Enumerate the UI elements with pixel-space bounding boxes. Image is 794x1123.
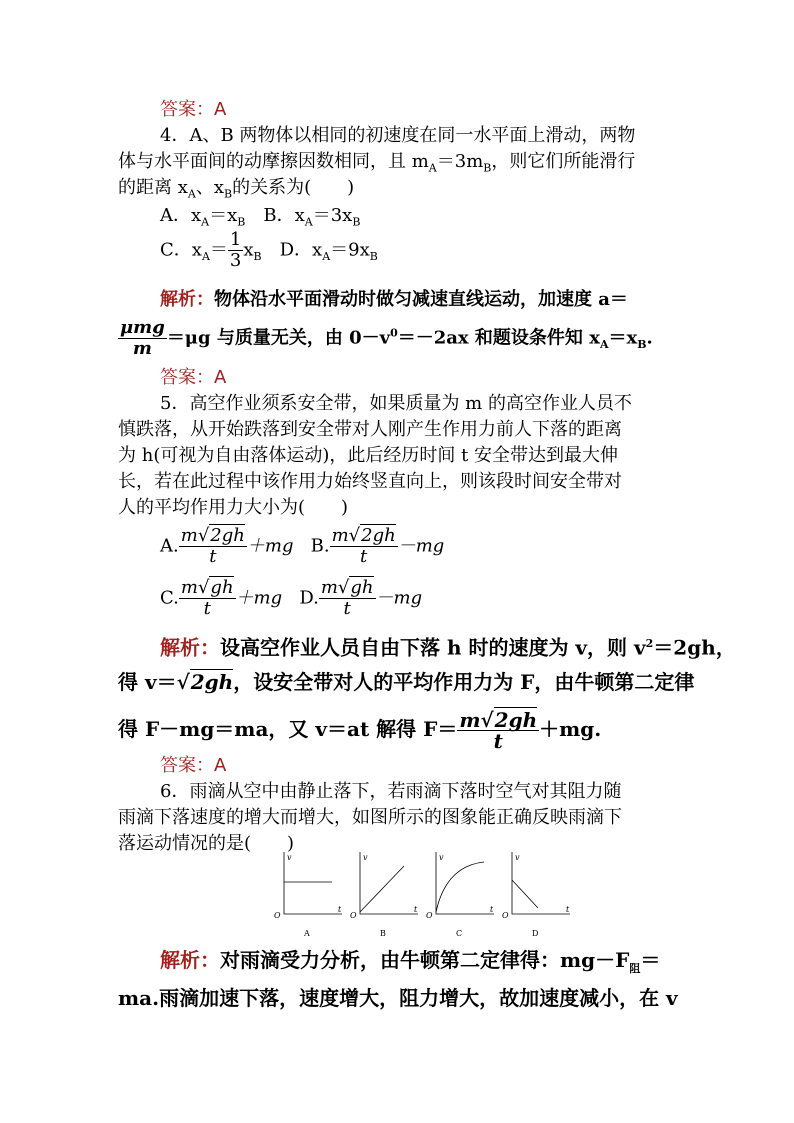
graph-axes (284, 852, 342, 914)
solution6-line-1: 解析：对雨滴受力分析，由牛顿第二定律得：$mg-F_阻=$ (160, 948, 661, 975)
graph-caption: D (532, 929, 539, 938)
axis-label-v: v (439, 853, 444, 862)
origin-label: O (426, 911, 433, 920)
axis-label-t: t (490, 905, 494, 914)
answer-label: 答案：A (160, 99, 227, 120)
solution5-line-2: 得 v＝√2gh，设安全带对人的平均作用力为 F，由牛顿第二定律 (118, 670, 695, 694)
origin-label: O (350, 911, 357, 920)
vt-graph-A (274, 852, 342, 938)
graph-axes (360, 852, 418, 914)
fraction: $\frac{1}{3}$ (229, 229, 242, 271)
q4-line-1: 4．A、B 两物体以相同的初速度在同一水平面上滑动，两物 (160, 125, 636, 146)
q4-line-2: 体与水平面间的动摩擦因数相同，且 $m_A=3m_B$，则它们所能滑行 (118, 151, 636, 175)
origin-label: O (274, 911, 281, 920)
fraction: $\frac{m√2gh}{t}$ (459, 708, 538, 753)
graph-curve (436, 862, 484, 912)
axis-label-v: v (363, 853, 368, 862)
solution4-line-1: 解析：物体沿水平面滑动时做匀减速直线运动，加速度 a＝ (160, 289, 628, 310)
q5-options-ab: A. $\frac{m√2gh}{t}$ ＋mg B. $\frac{m√2gh}{t}$ －mg (160, 525, 445, 567)
q6-line-2: 雨滴下落速度的增大而增大，如图所示的图象能正确反映雨滴下 (118, 807, 622, 828)
graph-caption: C (456, 929, 463, 938)
graph-axes (512, 852, 570, 914)
axis-label-t: t (414, 905, 418, 914)
answer-label: 答案：A (160, 367, 227, 388)
axis-label-t: t (338, 905, 342, 914)
vt-graph-C (426, 852, 494, 938)
q4-options-ab: A．$x_A=x_B$ B．$x_A=3x_B$ (160, 205, 361, 229)
vt-graph-D (502, 852, 570, 938)
axis-label-v: v (515, 853, 520, 862)
graph-axes (436, 852, 494, 914)
fraction: $\frac{m√gh}{t}$ (180, 577, 234, 619)
axis-label-t: t (566, 905, 570, 914)
solution5-line-3: 得 F－mg＝ma，又 v＝at 解得 F＝ $\frac{m√2gh}{t}$ ＋mg. (118, 708, 602, 753)
graph-curve (512, 880, 538, 908)
graph-curve (360, 866, 404, 912)
fraction: $\frac{\text{μmg}}{m}$ (120, 317, 165, 359)
vt-graph-B (350, 852, 418, 938)
graph-caption: A (304, 929, 310, 938)
answer-label: 答案：A (160, 755, 227, 776)
axis-label-v: v (287, 853, 292, 862)
solution5-line-1: 解析：设高空作业人员自由下落 h 时的速度为 v，则 $v^2=2gh$， (160, 635, 736, 660)
graph-caption: B (380, 929, 386, 938)
q5-line-1: 5．高空作业须系安全带，如果质量为 m 的高空作业人员不 (160, 393, 632, 414)
origin-label: O (502, 911, 509, 920)
fraction: $\frac{m√2gh}{t}$ (331, 525, 396, 567)
q5-options-cd: C. $\frac{m√gh}{t}$ ＋mg D. $\frac{m√gh}{t}$ －mg (160, 577, 423, 619)
q6-line-1: 6．雨滴从空中由静止落下，若雨滴下落时空气对其阻力随 (160, 781, 622, 802)
vt-graphs-figure (268, 852, 568, 942)
q4-options-cd: C．$x_A=$ $\frac{1}{3}$ $x_B$ D．$x_A=9x_B$ (160, 229, 378, 271)
fraction: $\frac{m√2gh}{t}$ (180, 525, 245, 567)
q5-line-4: 长，若在此过程中该作用力始终竖直向上，则该段时间安全带对 (118, 471, 622, 492)
q6-line-3: 落运动情况的是( ) (118, 833, 295, 854)
solution6-line-2: ma.雨滴加速下落，速度增大，阻力增大，故加速度减小，在 v (118, 986, 678, 1010)
vt-graphs-svg (268, 852, 568, 942)
q4-line-3: 的距离 $x_A$、$x_B$的关系为( ) (118, 177, 355, 201)
q5-line-5: 人的平均作用力大小为( ) (118, 497, 349, 518)
fraction: $\frac{m√gh}{t}$ (320, 577, 374, 619)
q5-line-3: 为 h(可视为自由落体运动)，此后经历时间 t 安全带达到最大伸 (118, 445, 619, 466)
solution4-line-2: $\frac{\text{μmg}}{m}$ ＝μg 与质量无关，由 $0-v^0=-2ax$ 和题设条件知 $x_A=x_B$. (120, 317, 653, 359)
q5-line-2: 慎跌落，从开始跌落到安全带对人刚产生作用力前人下落的距离 (118, 419, 622, 440)
